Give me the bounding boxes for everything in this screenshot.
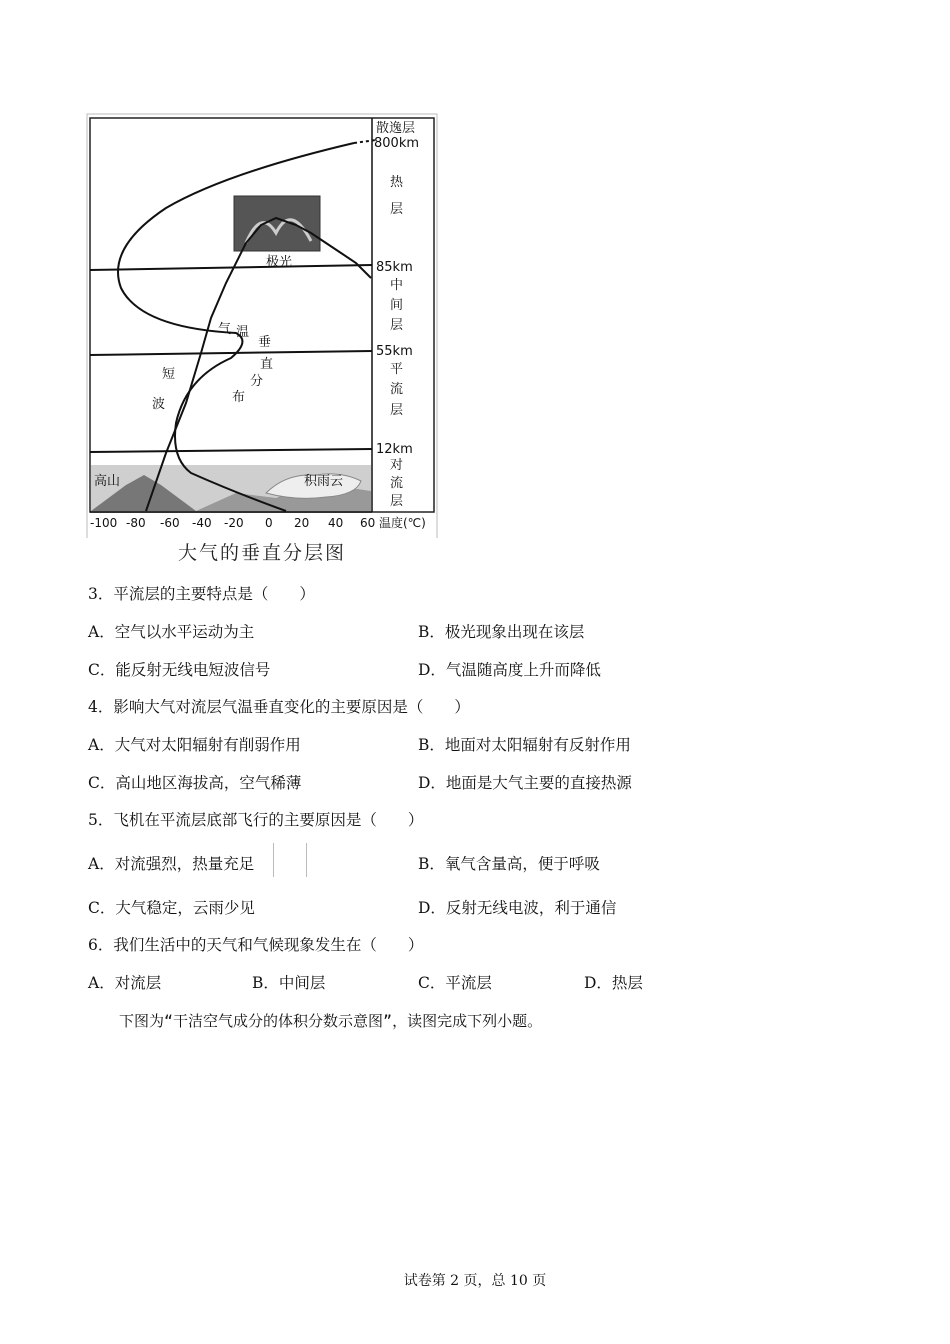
question-6-option-b[interactable]: B．中间层 [252, 974, 326, 992]
svg-text:短: 短 [162, 367, 176, 382]
svg-text:布: 布 [232, 390, 246, 405]
question-4-stem: 4．影响大气对流层气温垂直变化的主要原因是（ ） [88, 698, 470, 716]
page-footer: 试卷第 2 页，总 10 页 [403, 1273, 547, 1289]
question-3-option-c[interactable]: C．能反射无线电短波信号 [88, 661, 271, 679]
question-5-stem: 5．飞机在平流层底部飞行的主要原因是（ ） [88, 811, 424, 829]
svg-text:平: 平 [390, 362, 404, 377]
svg-text:直: 直 [260, 357, 274, 372]
x-tick: -60 [160, 516, 180, 530]
svg-text:分: 分 [250, 374, 264, 389]
svg-text:层: 层 [390, 403, 404, 418]
height-label: 85km [376, 260, 413, 275]
svg-text:层: 层 [390, 318, 404, 333]
cloud-label: 积雨云 [304, 474, 344, 489]
svg-text:对: 对 [390, 458, 404, 473]
svg-text:热: 热 [390, 175, 404, 190]
x-tick: -20 [224, 516, 244, 530]
boundary-85km [90, 265, 372, 270]
x-tick: -100 [90, 516, 118, 530]
atmosphere-diagram [86, 113, 438, 538]
question-3-stem: 3．平流层的主要特点是（ ） [88, 585, 315, 603]
svg-text:中: 中 [390, 278, 404, 293]
x-tick: -80 [126, 516, 146, 530]
x-tick: -40 [192, 516, 212, 530]
boundary-55km [90, 351, 372, 355]
divider [273, 843, 274, 877]
question-4-option-d[interactable]: D．地面是大气主要的直接热源 [418, 774, 632, 792]
question-5-option-d[interactable]: D．反射无线电波，利于通信 [418, 899, 617, 917]
svg-text:层: 层 [390, 202, 404, 217]
x-tick: 20 [294, 516, 310, 530]
x-axis-unit: 温度(℃) [379, 516, 426, 530]
aurora-label: 极光 [266, 255, 293, 270]
svg-text:层: 层 [390, 494, 404, 509]
next-figure-intro: 下图为“干洁空气成分的体积分数示意图”，读图完成下列小题。 [119, 1012, 543, 1030]
svg-text:垂: 垂 [258, 335, 272, 350]
svg-text:流: 流 [390, 382, 404, 397]
height-label: 12km [376, 442, 413, 457]
question-3-option-d[interactable]: D．气温随高度上升而降低 [418, 661, 601, 679]
question-3-option-a[interactable]: A．空气以水平运动为主 [88, 623, 255, 641]
height-label: 800km [374, 136, 420, 151]
question-4-option-b[interactable]: B．地面对太阳辐射有反射作用 [418, 736, 631, 754]
height-label: 55km [376, 344, 413, 359]
atmosphere-layer-figure [86, 113, 438, 565]
svg-text:气: 气 [218, 322, 232, 337]
mountain-label: 高山 [94, 474, 121, 489]
x-tick: 60 [360, 516, 376, 530]
question-3-option-b[interactable]: B．极光现象出现在该层 [418, 623, 585, 641]
svg-text:温: 温 [236, 325, 250, 340]
exosphere-label: 散逸层 [376, 121, 416, 136]
x-tick: 0 [265, 516, 273, 530]
question-4-option-c[interactable]: C．高山地区海拔高，空气稀薄 [88, 774, 302, 792]
question-6-option-d[interactable]: D．热层 [584, 974, 643, 992]
question-4-option-a[interactable]: A．大气对太阳辐射有削弱作用 [88, 736, 301, 754]
question-6-option-c[interactable]: C．平流层 [418, 974, 492, 992]
figure-title: 大气的垂直分层图 [177, 542, 346, 564]
svg-text:流: 流 [390, 476, 404, 491]
question-5-option-a[interactable]: A．对流强烈，热量充足 [88, 855, 255, 873]
svg-text:波: 波 [152, 397, 166, 412]
question-6-stem: 6．我们生活中的天气和气候现象发生在（ ） [88, 936, 424, 954]
svg-text:间: 间 [390, 298, 404, 313]
divider [306, 843, 307, 877]
question-5-option-c[interactable]: C．大气稳定，云雨少见 [88, 899, 255, 917]
question-6-option-a[interactable]: A．对流层 [88, 974, 162, 992]
boundary-12km [90, 449, 372, 452]
x-tick: 40 [328, 516, 344, 530]
question-5-option-b[interactable]: B．氧气含量高，便于呼吸 [418, 855, 600, 873]
